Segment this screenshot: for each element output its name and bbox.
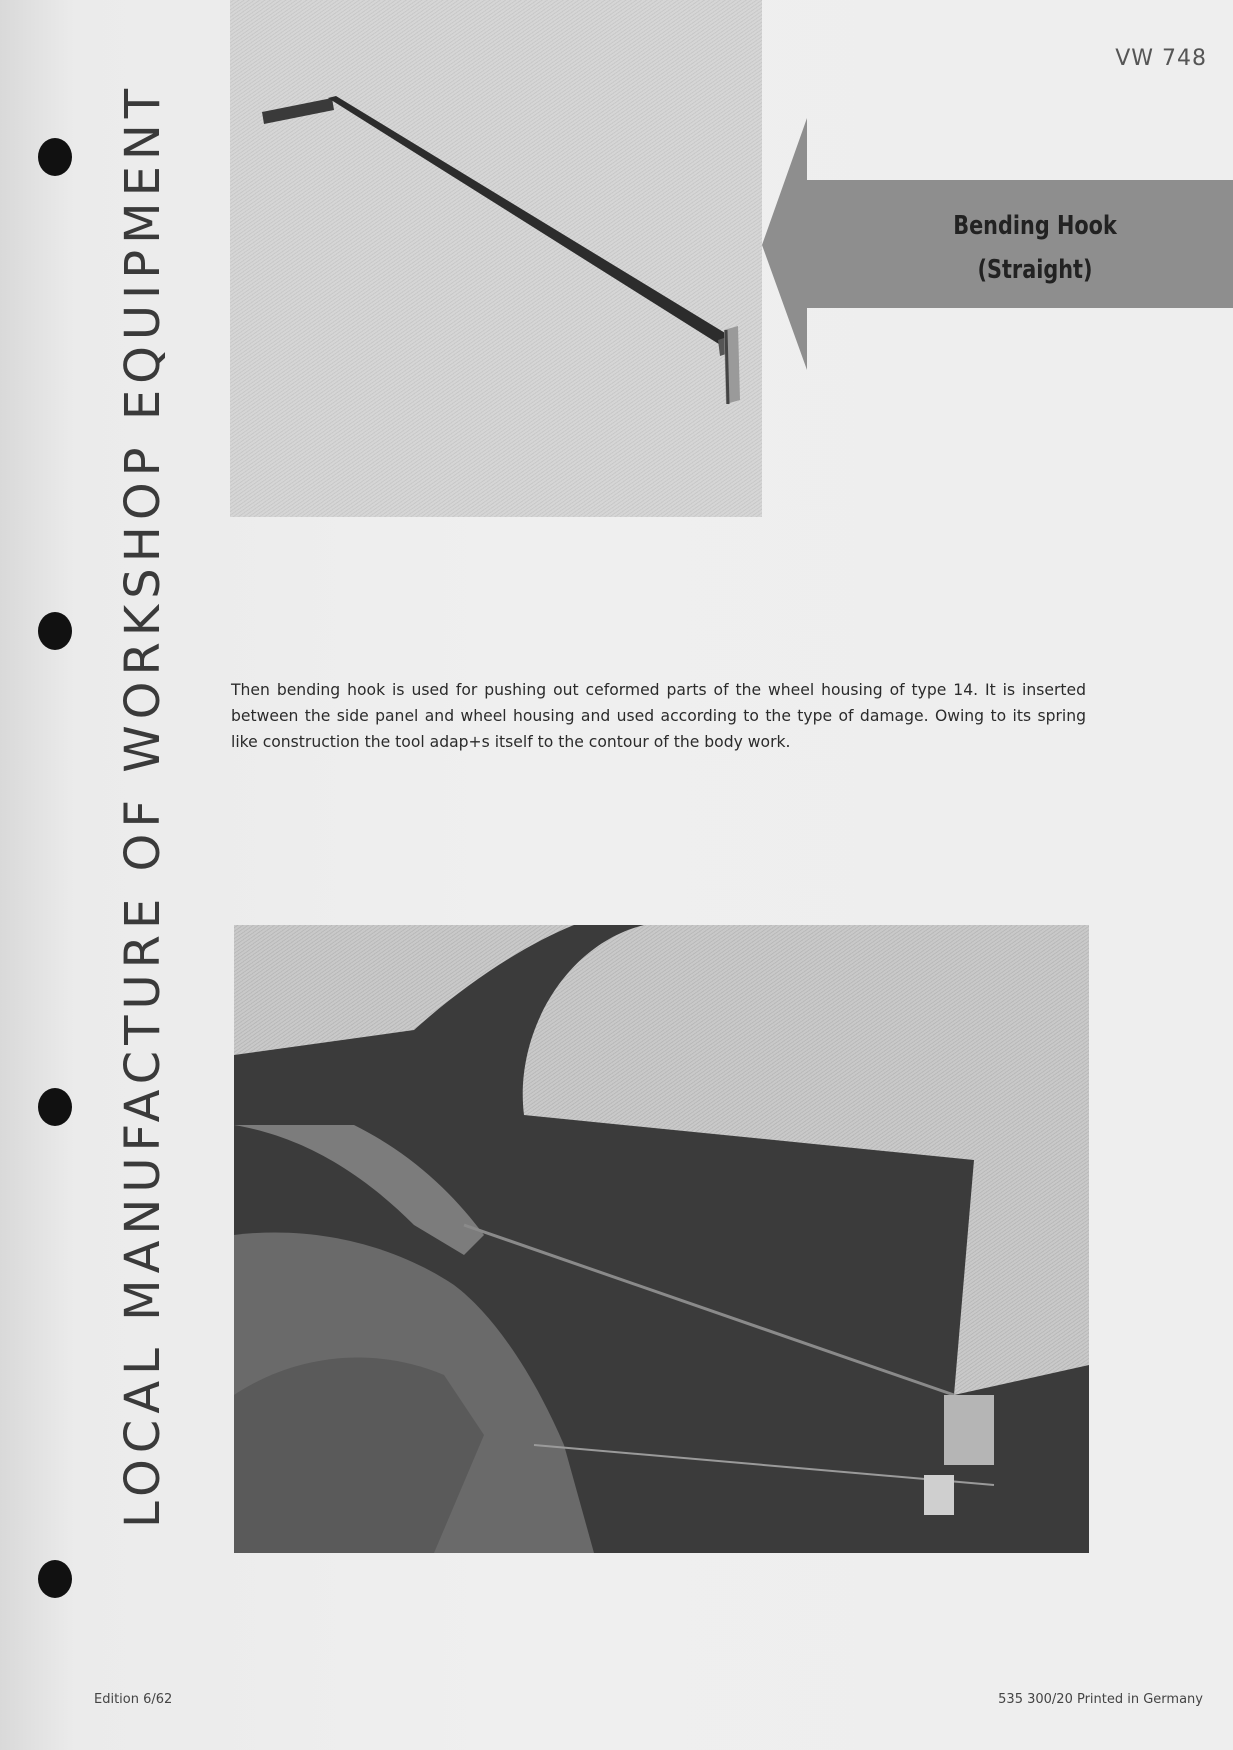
- bending-hook-photo: [230, 0, 762, 517]
- callout-line-1: Bending Hook: [953, 211, 1117, 241]
- callout-label: [943, 204, 1127, 292]
- binder-hole-4: [38, 1560, 72, 1598]
- binder-hole-1: [38, 138, 72, 176]
- wheel-housing-photo: [234, 925, 1089, 1553]
- callout-line-2: (Straight): [977, 255, 1093, 285]
- edition-label: Edition 6/62: [94, 1692, 173, 1707]
- side-title: LOCAL MANUFACTURE OF WORKSHOP EQUIPMENT: [115, 82, 171, 1528]
- bending-hook-image: [230, 0, 762, 517]
- car-body-image: [234, 925, 1089, 1553]
- binder-hole-2: [38, 612, 72, 650]
- binder-hole-3: [38, 1088, 72, 1126]
- description-paragraph: Then bending hook is used for pushing out ceformed parts of the wheel housing of type 14. It is inserted between the side panel and wheel housing and used according to the type of damage. Owing to its spring like construction the tool adap+s itself to the contour of the body work.: [231, 681, 1086, 751]
- document-number: VW 748: [1115, 46, 1207, 71]
- print-info: 535 300/20 Printed in Germany: [998, 1692, 1203, 1707]
